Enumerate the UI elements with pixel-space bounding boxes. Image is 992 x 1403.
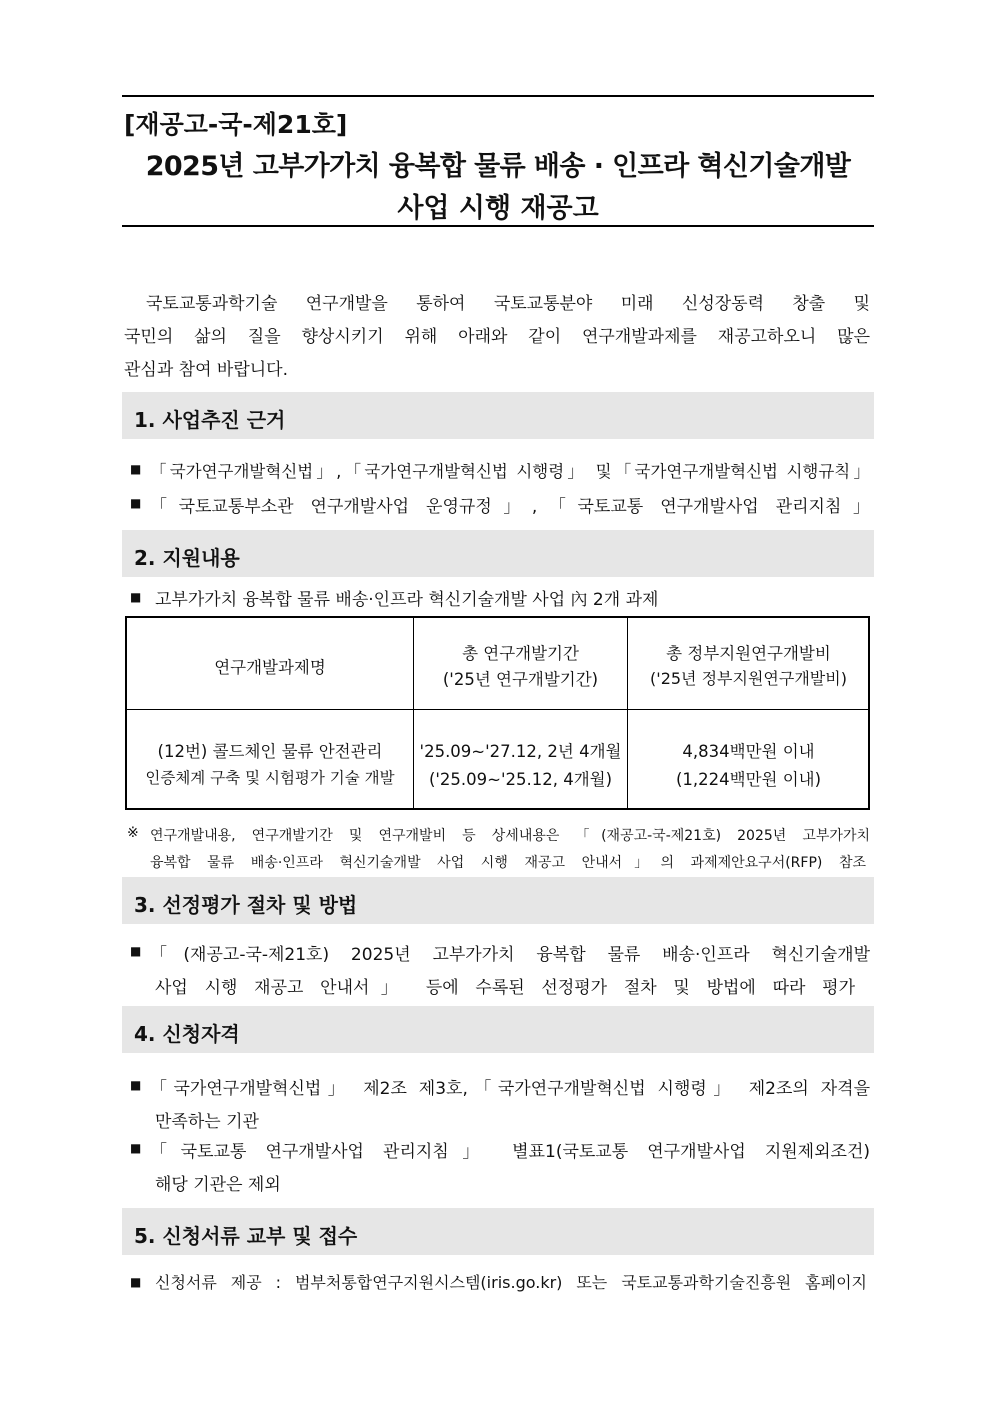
section-5-header	[122, 1208, 874, 1255]
section-2-title: 2. 지원내용	[134, 546, 240, 570]
note-line2: 융복합 물류 배송·인프라 혁신기술개발 사업 시행 재공고 안내서」의 과제제안요구서(RFP) 참조	[150, 855, 866, 871]
table-header-period: 총 연구개발기간	[462, 644, 579, 663]
intro-line3: 관심과 참여 바랍니다.	[124, 360, 289, 380]
table-header-budget: 총 정부지원연구개발비	[666, 644, 831, 663]
section-5-title: 5. 신청서류 교부 및 접수	[134, 1224, 358, 1248]
application-documents-item: 신청서류 제공 : 범부처통합연구지원시스템(iris.go.kr) 또는 국토교통과학기술진흥원 홈페이지	[155, 1273, 867, 1292]
bullet-icon: ■	[130, 496, 142, 510]
bullet-icon: ■	[130, 944, 142, 958]
eligibility-item1-line2: 만족하는 기관	[155, 1112, 259, 1132]
table-header-budget-2025: ('25년 정부지원연구개발비)	[650, 669, 847, 688]
table-cell-budget: 4,834백만원 이내	[682, 742, 815, 761]
note-line1: 연구개발내용, 연구개발기간 및 연구개발비 등 상세내용은 「(재공고-국-제21호) 2025년 고부가가치	[150, 828, 870, 844]
bullet-icon: ■	[130, 1141, 142, 1155]
basis-item-1: 「국가연구개발혁신법」,「국가연구개발혁신법 시행령」 및「국가연구개발혁신법 시행규칙」	[150, 462, 870, 481]
eligibility-item2-line2: 해당 기관은 제외	[155, 1175, 281, 1195]
section-4-header	[122, 1006, 874, 1053]
section-1-header	[122, 392, 874, 439]
table-cell-period: '25.09∼'27.12, 2년 4개월	[419, 742, 622, 761]
section-3-title: 3. 선정평가 절차 및 방법	[134, 893, 358, 917]
table-cell-budget-2025: (1,224백만원 이내)	[675, 770, 822, 789]
intro-line2: 국민의 삶의 질을 향상시키기 위해 아래와 같이 연구개발과제를 재공고하오니 많은	[124, 327, 870, 347]
table-cell-period-2025: ('25.09∼'25.12, 4개월)	[428, 770, 613, 789]
table-cell-project-name-line1: (12번) 콜드체인 물류 안전관리	[157, 742, 383, 761]
table-row-divider	[127, 709, 868, 710]
section-4-title: 4. 신청자격	[134, 1022, 240, 1046]
project-table	[125, 616, 870, 810]
evaluation-line1: 「(재공고-국-제21호) 2025년 고부가가치 융복합 물류 배송·인프라 혁신기술개발	[150, 945, 870, 965]
section-1-title: 1. 사업추진 근거	[134, 408, 286, 432]
section-3-header	[122, 877, 874, 924]
table-header-period-2025: ('25년 연구개발기간)	[442, 670, 599, 689]
intro-line1: 국토교통과학기술 연구개발을 통하여 국토교통분야 미래 신성장동력 창출 및	[146, 294, 870, 314]
notice-header	[122, 95, 874, 227]
bullet-icon: ■	[130, 462, 142, 476]
table-header-project-name: 연구개발과제명	[214, 658, 326, 677]
basis-item-2: 「국토교통부소관 연구개발사업 운영규정」,「국토교통 연구개발사업 관리지침」	[150, 497, 870, 517]
bullet-icon: ■	[130, 590, 142, 604]
note-mark: ※	[127, 825, 139, 841]
bullet-icon: ■	[130, 1078, 142, 1092]
evaluation-line2: 사업 시행 재공고 안내서」 등에 수록된 선정평가 절차 및 방법에 따라 평가	[155, 978, 855, 998]
notice-number: [재공고-국-제21호]	[124, 110, 348, 139]
eligibility-item1-line1: 「국가연구개발혁신법」 제2조 제3호,「국가연구개발혁신법 시행령」 제2조의 자격을	[150, 1079, 870, 1099]
notice-title-line1: 2025년 고부가가치 융복합 물류 배송 · 인프라 혁신기술개발	[145, 151, 851, 182]
support-item: 고부가가치 융복합 물류 배송·인프라 혁신기술개발 사업 內 2개 과제	[155, 590, 659, 610]
table-cell-project-name-line2: 인증체계 구축 및 시험평가 기술 개발	[145, 769, 395, 787]
notice-title-line2: 사업 시행 재공고	[397, 193, 599, 224]
eligibility-item2-line1: 「국토교통 연구개발사업 관리지침」 별표1(국토교통 연구개발사업 지원제외조건)	[150, 1142, 870, 1162]
section-2-header	[122, 530, 874, 577]
bullet-icon: ■	[130, 1275, 142, 1289]
